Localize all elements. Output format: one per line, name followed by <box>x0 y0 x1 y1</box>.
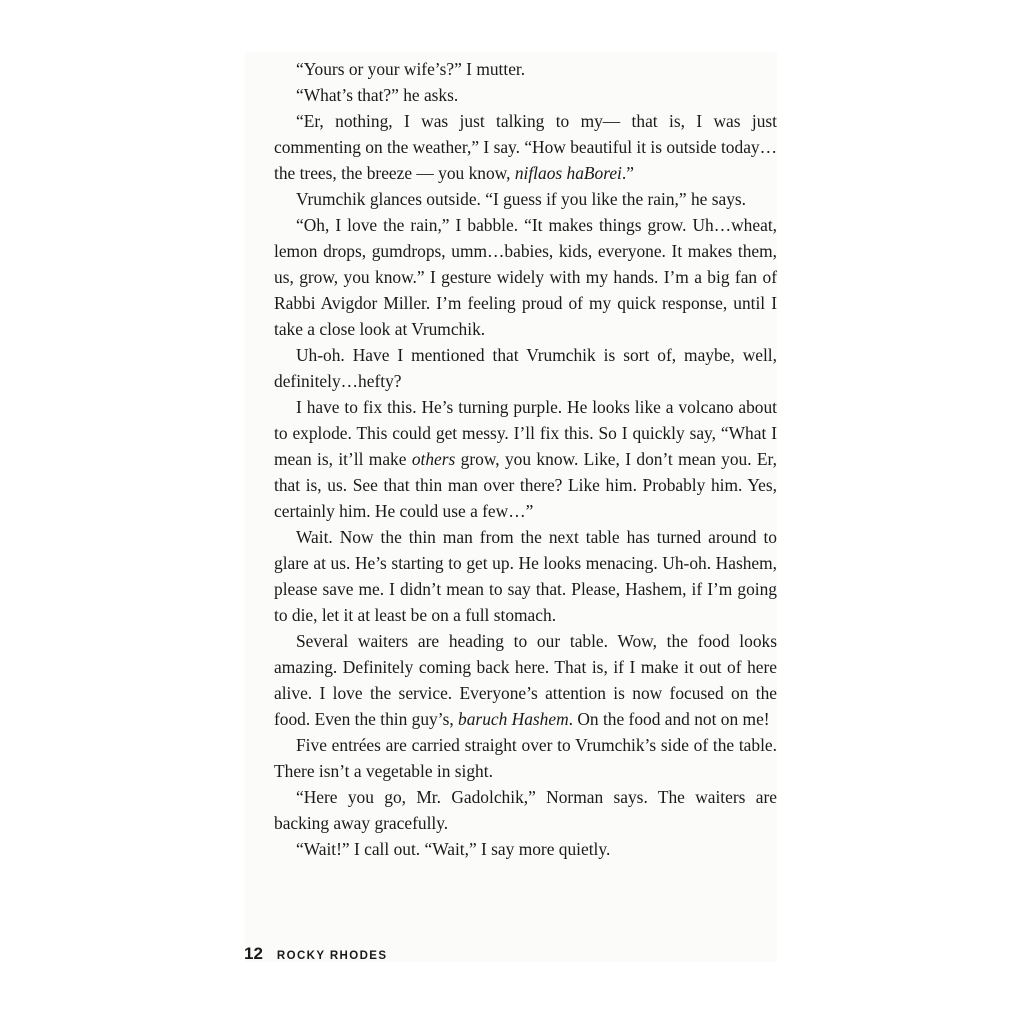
paragraph-text: “What’s that?” he asks. <box>296 85 459 105</box>
paragraph-text: I have to fix this. He’s turning purple. He looks like a volcano about to explode. This could get messy. I’ll fix this. So I quickly say, “What I mean is, it’ll make <box>274 397 777 469</box>
paragraph-text: “Yours or your wife’s?” I mutter. <box>296 59 526 79</box>
paragraph-text: “Oh, I love the rain,” I babble. “It makes things grow. Uh…wheat, lemon drops, gumdrops, umm…babies, kids, everyone. It makes them, us, grow, you know.” I gesture widely with my hands. I’m a big fan of Rabbi Avigdor Miller. I’m feeling proud of my quick response, until I take a close look at Vrumchik. <box>274 215 777 339</box>
paragraph <box>274 56 777 82</box>
paragraph <box>274 394 777 524</box>
paragraph-text: . On the food and not on me! <box>568 709 770 729</box>
page-number: 12 <box>244 944 263 963</box>
paragraph-text: Uh-oh. Have I mentioned that Vrumchik is sort of, maybe, well, definitely…hefty? <box>274 345 777 391</box>
paragraph-text: “Wait!” I call out. “Wait,” I say more quietly. <box>296 839 611 859</box>
paragraph-text: grow, you know. Like, I don’t mean you. Er, that is, us. See that thin man over there? Like him. Probably him. Yes, certainly him. He could use a few…” <box>274 449 777 521</box>
paragraph-text: “Er, nothing, I was just talking to my— that is, I was just commenting on the weather,” I say. “How beautiful it is outside today…the trees, the breeze — you know, <box>274 111 777 183</box>
paragraph-text: Several waiters are heading to our table. Wow, the food looks amazing. Definitely coming back here. That is, if I make it out of here alive. I love the service. Everyone’s attention is now focused on the food. Even the thin guy’s, <box>274 631 777 729</box>
paragraph <box>274 524 777 628</box>
running-head: ROCKY RHODES <box>276 950 388 962</box>
page-footer <box>244 944 387 964</box>
paragraph-text: Five entrées are carried straight over to Vrumchik’s side of the table. There isn’t a vegetable in sight. <box>274 735 777 781</box>
paragraph <box>274 732 777 784</box>
paragraph <box>274 836 777 862</box>
italic-phrase: baruch Hashem <box>458 709 569 729</box>
paragraph <box>274 342 777 394</box>
paragraph-text: .” <box>621 163 634 183</box>
paragraph <box>274 212 777 342</box>
paragraph-text: Wait. Now the thin man from the next table has turned around to glare at us. He’s starting to get up. He looks menacing. Uh-oh. Hashem, please save me. I didn’t mean to say that. Please, Hashem, if I’m going to die, let it at least be on a full stomach. <box>274 527 777 625</box>
paragraph <box>274 784 777 836</box>
paragraph <box>274 628 777 732</box>
paragraph-text: Vrumchik glances outside. “I guess if you like the rain,” he says. <box>296 189 747 209</box>
paragraph <box>274 108 777 186</box>
italic-phrase: others <box>411 449 456 469</box>
paragraph <box>274 82 777 108</box>
body-text <box>274 56 777 862</box>
paragraph-text: “Here you go, Mr. Gadolchik,” Norman says. The waiters are backing away gracefully. <box>274 787 777 833</box>
paragraph <box>274 186 777 212</box>
italic-phrase: niflaos haBorei <box>514 163 622 183</box>
